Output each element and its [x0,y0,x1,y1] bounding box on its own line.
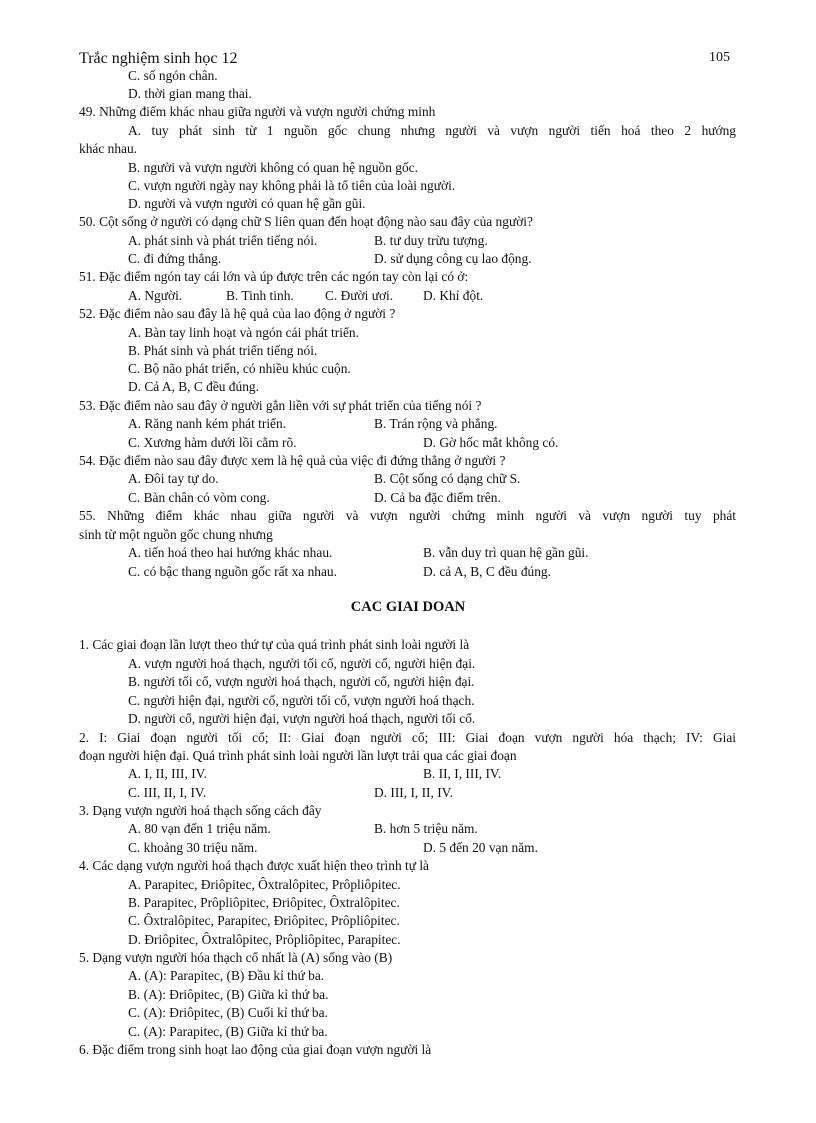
b-q1-option-b: B. người tối cổ, vượn người hoá thạch, người cổ, người hiện đại. [128,674,475,689]
q53-option-a: A. Răng nanh kém phát triển. [128,416,287,431]
q49-option-d: D. người và vượn người có quan hệ gần gũi. [128,196,366,211]
q52-option-c: C. Bộ não phát triển, có nhiều khúc cuộn. [128,361,351,376]
b-q3-option-b: B. hơn 5 triệu năm. [374,821,478,836]
q49-stem: 49. Những điểm khác nhau giữa người và vượn người chứng minh [79,104,436,119]
b-q4-option-a: A. Parapitec, Đriôpitec, Ôxtralôpitec, Prôpliôpitec. [128,877,401,892]
b-q4-option-c: C. Ôxtralôpitec, Parapitec, Đriôpitec, Prôpliôpitec. [128,913,400,928]
q52-option-a: A. Bàn tay linh hoạt và ngón cái phát triển. [128,325,359,340]
b-q4-option-d: D. Đriôpitec, Ôxtralôpitec, Prôpliôpitec, Parapitec. [128,932,401,947]
q55-stem-line1: 55. Những điểm khác nhau giữa người và vượn người chứng minh người và vượn người tuy phát [79,508,736,523]
b-q5-option-b: B. (A): Đriôpitec, (B) Giữa kỉ thứ ba. [128,987,329,1002]
b-q3-option-c: C. khoảng 30 triệu năm. [128,840,258,855]
q51-option-b: B. Tinh tinh. [226,288,294,303]
b-q3-option-d: D. 5 đến 20 vạn năm. [423,840,538,855]
q52-option-d: D. Cả A, B, C đều đúng. [128,379,259,394]
b-q5-option-c: C. (A): Đriôpitec, (B) Cuối kỉ thứ ba. [128,1005,328,1020]
b-q2-option-c: C. III, II, I, IV. [128,785,207,800]
q51-option-d: D. Khỉ đột. [423,288,484,303]
b-q2-option-a: A. I, II, III, IV. [128,766,207,781]
q53-stem: 53. Đặc điểm nào sau đây ở người gắn liền với sự phát triển của tiếng nói ? [79,398,482,413]
b-q2-stem-line2: đoạn người hiện đại. Quá trình phát sinh loài người lần lượt trải qua các giai đoạn [79,748,517,763]
q54-option-b: B. Cột sống có dạng chữ S. [374,471,521,486]
q53-option-b: B. Trán rộng và phẳng. [374,416,498,431]
b-q5-option-d: C. (A): Parapitec, (B) Giữa kỉ thứ ba. [128,1024,328,1039]
section-heading: CAC GIAI DOAN [350,599,466,615]
q49-option-b: B. người và vượn người không có quan hệ nguồn gốc. [128,160,418,175]
b-q2-option-d: D. III, I, II, IV. [374,785,453,800]
b-q4-stem: 4. Các dạng vượn người hoá thạch được xuất hiện theo trình tự là [79,858,429,873]
q50-option-d: D. sử dụng công cụ lao động. [374,251,532,266]
q53-option-c: C. Xương hàm dưới lồi cằm rõ. [128,435,297,450]
q54-option-c: C. Bàn chân có vòm cong. [128,490,270,505]
q53-option-d: D. Gờ hốc mắt không có. [423,435,559,450]
q55-option-d: D. cả A, B, C đều đúng. [423,564,551,579]
q55-option-c: C. có bậc thang nguồn gốc rất xa nhau. [128,564,337,579]
b-q2-stem-line1: 2. I: Giai đoạn người tối cổ; II: Giai đoạn người cổ; III: Giai đoạn vượn người hóa thạch; IV: Giai [79,730,736,745]
q48-option-d: D. thời gian mang thai. [128,86,252,101]
q50-option-c: C. đi đứng thẳng. [128,251,222,266]
q50-option-b: B. tư duy trừu tượng. [374,233,488,248]
q55-option-b: B. vẫn duy trì quan hệ gần gũi. [423,545,589,560]
q49-option-a-line2: khác nhau. [79,141,138,156]
q50-option-a: A. phát sinh và phát triển tiếng nói. [128,233,318,248]
b-q5-stem: 5. Dạng vượn người hóa thạch cổ nhất là (A) sống vào (B) [79,950,393,965]
header-title: Trắc nghiệm sinh học 12 [79,50,238,67]
q55-stem-line2: sinh từ một nguồn gốc chung nhưng [79,527,273,542]
b-q6-stem: 6. Đặc điểm trong sinh hoạt lao động của giai đoạn vượn người là [79,1042,432,1057]
q48-option-c: C. số ngón chân. [128,68,218,83]
q52-stem: 52. Đặc điểm nào sau đây là hệ quả của lao động ở người ? [79,306,396,321]
q54-stem: 54. Đặc điểm nào sau đây được xem là hệ quả của việc đi đứng thẳng ở người ? [79,453,506,468]
b-q1-option-c: C. người hiện đại, người cổ, người tối cổ, vượn người hoá thạch. [128,693,475,708]
q50-stem: 50. Cột sống ở người có dạng chữ S liên quan đến hoạt động nào sau đây của người? [79,214,533,229]
q51-option-a: A. Người. [128,288,183,303]
q54-option-d: D. Cả ba đặc điểm trên. [374,490,501,505]
page-number: 105 [709,50,730,65]
q51-stem: 51. Đặc điểm ngón tay cái lớn và úp được trên các ngón tay còn lại có ở: [79,269,469,284]
b-q5-option-a: A. (A): Parapitec, (B) Đầu kỉ thứ ba. [128,968,325,983]
b-q3-stem: 3. Dạng vượn người hoá thạch sống cách đây [79,803,322,818]
q55-option-a: A. tiến hoá theo hai hướng khác nhau. [128,545,333,560]
q49-option-c: C. vượn người ngày nay không phải là tổ tiên của loài người. [128,178,456,193]
q51-option-c: C. Đười ươi. [325,288,394,303]
b-q1-option-a: A. vượn người hoá thạch, người tối cổ, người cổ, người hiện đại. [128,656,476,671]
b-q2-option-b: B. II, I, III, IV. [423,766,502,781]
b-q1-stem: 1. Các giai đoạn lần lượt theo thứ tự của quá trình phát sinh loài người là [79,637,470,652]
q54-option-a: A. Đôi tay tự do. [128,471,219,486]
b-q4-option-b: B. Parapitec, Prôpliôpitec, Đriôpitec, Ôxtralôpitec. [128,895,400,910]
b-q1-option-d: D. người cổ, người hiện đại, vượn người hoá thạch, người tối cổ. [128,711,476,726]
q52-option-b: B. Phát sinh và phát triển tiếng nói. [128,343,318,358]
b-q3-option-a: A. 80 vạn đến 1 triệu năm. [128,821,271,836]
q49-option-a-line1: A. tuy phát sinh từ 1 nguồn gốc chung nhưng người và vượn người tiến hoá theo 2 hướng [128,123,736,138]
